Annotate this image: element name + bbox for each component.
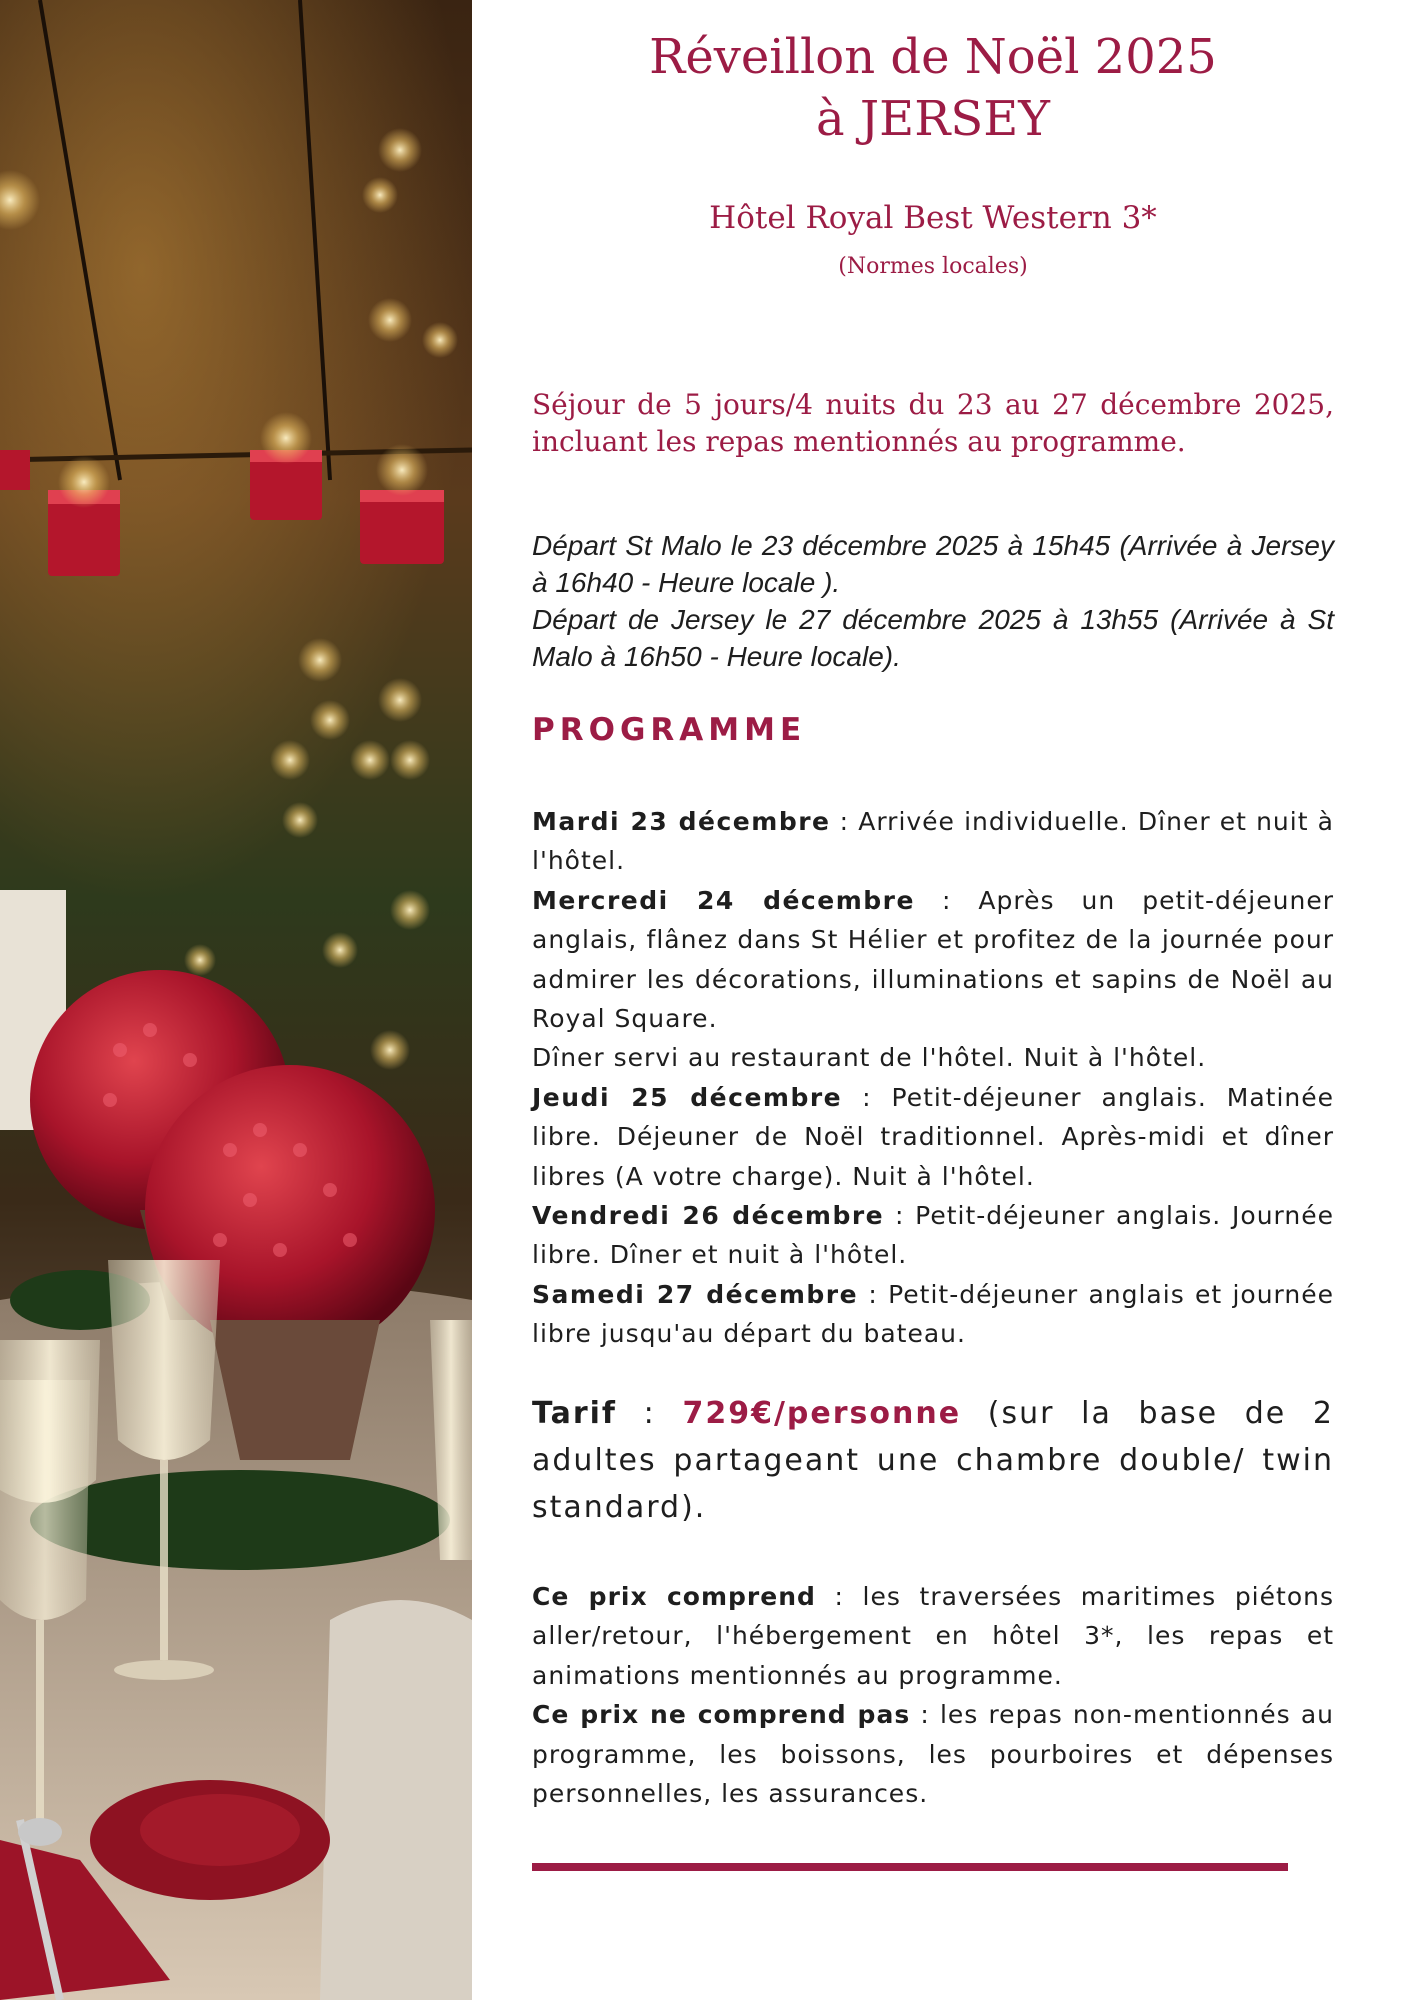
price-includes bbox=[532, 1577, 1334, 1695]
day-item bbox=[532, 1275, 1334, 1354]
day-item bbox=[532, 881, 1334, 1039]
day-label: Mardi 23 décembre bbox=[532, 807, 831, 836]
title-line-1: Réveillon de Noël 2025 bbox=[649, 29, 1217, 85]
tarif-label: Tarif bbox=[532, 1396, 617, 1431]
page-title bbox=[532, 26, 1334, 150]
price-conditions bbox=[532, 1577, 1334, 1813]
hotel-rating-note: (Normes locales) bbox=[838, 254, 1028, 279]
departure-outbound: Départ St Malo le 23 décembre 2025 à 15h45 (Arrivée à Jersey à 16h40 - Heure locale ). bbox=[532, 530, 1334, 598]
day-item bbox=[532, 1078, 1334, 1196]
day-text: : Petit-déjeuner anglais et journée libre jusqu'au départ du bateau. bbox=[532, 1279, 1335, 1349]
day-text: : Arrivée individuelle. Dîner et nuit à l'hôtel. bbox=[532, 807, 1334, 876]
price-value: 729€/personne bbox=[682, 1396, 962, 1431]
day-text: Dîner servi au restaurant de l'hôtel. Nuit à l'hôtel. bbox=[532, 1043, 1207, 1073]
programme-heading: PROGRAMME bbox=[532, 712, 807, 748]
price-excludes-label: Ce prix ne comprend pas bbox=[532, 1700, 911, 1730]
price-includes-label: Ce prix comprend bbox=[532, 1582, 816, 1611]
price-includes-text: : les traversées maritimes piétons aller/retour, l'hébergement en hôtel 3*, les repas et animations mentionnés au programme. bbox=[532, 1582, 1334, 1690]
divider-line bbox=[532, 1863, 1288, 1871]
title-line-2: à JERSEY bbox=[816, 91, 1050, 147]
departure-return: Départ de Jersey le 27 décembre 2025 à 13h55 (Arrivée à St Malo à 16h50 - Heure locale). bbox=[532, 604, 1334, 672]
day-text: : Petit-déjeuner anglais. Journée libre. Dîner et nuit à l'hôtel. bbox=[532, 1201, 1334, 1270]
tarif-separator: : bbox=[616, 1396, 683, 1431]
day-item bbox=[532, 1196, 1334, 1275]
price-excludes-text: : les repas non-mentionnés au programme, les boissons, les pourboires et dépenses personnelles, les assurances. bbox=[532, 1700, 1334, 1809]
price-details: (sur la base de 2 adultes partageant une chambre double/ twin standard). bbox=[532, 1396, 1334, 1525]
day-item bbox=[532, 802, 1334, 881]
christmas-table-photo bbox=[0, 0, 472, 2000]
stay-summary: Séjour de 5 jours/4 nuits du 23 au 27 décembre 2025, incluant les repas mentionnés au programme. bbox=[532, 388, 1334, 458]
price-excludes bbox=[532, 1695, 1334, 1813]
day-text: : Petit-déjeuner anglais. Matinée libre. Déjeuner de Noël traditionnel. Après-midi et dîner libres (A votre charge). Nuit à l'hôtel. bbox=[532, 1082, 1334, 1191]
day-label: Jeudi 25 décembre bbox=[532, 1082, 843, 1112]
day-label: Samedi 27 décembre bbox=[532, 1279, 859, 1309]
departure-info bbox=[532, 527, 1334, 675]
day-label: Mercredi 24 décembre bbox=[532, 885, 915, 915]
day-item bbox=[532, 1038, 1334, 1077]
day-label: Vendredi 26 décembre bbox=[532, 1201, 885, 1231]
price-block bbox=[532, 1390, 1334, 1531]
programme-days bbox=[532, 802, 1334, 1354]
day-text: : Après un petit-déjeuner anglais, flânez dans St Hélier et profitez de la journée pour admirer les décorations, illuminations et sapins de Noël au Royal Square. bbox=[532, 885, 1334, 1034]
hotel-name: Hôtel Royal Best Western 3* bbox=[709, 200, 1157, 236]
